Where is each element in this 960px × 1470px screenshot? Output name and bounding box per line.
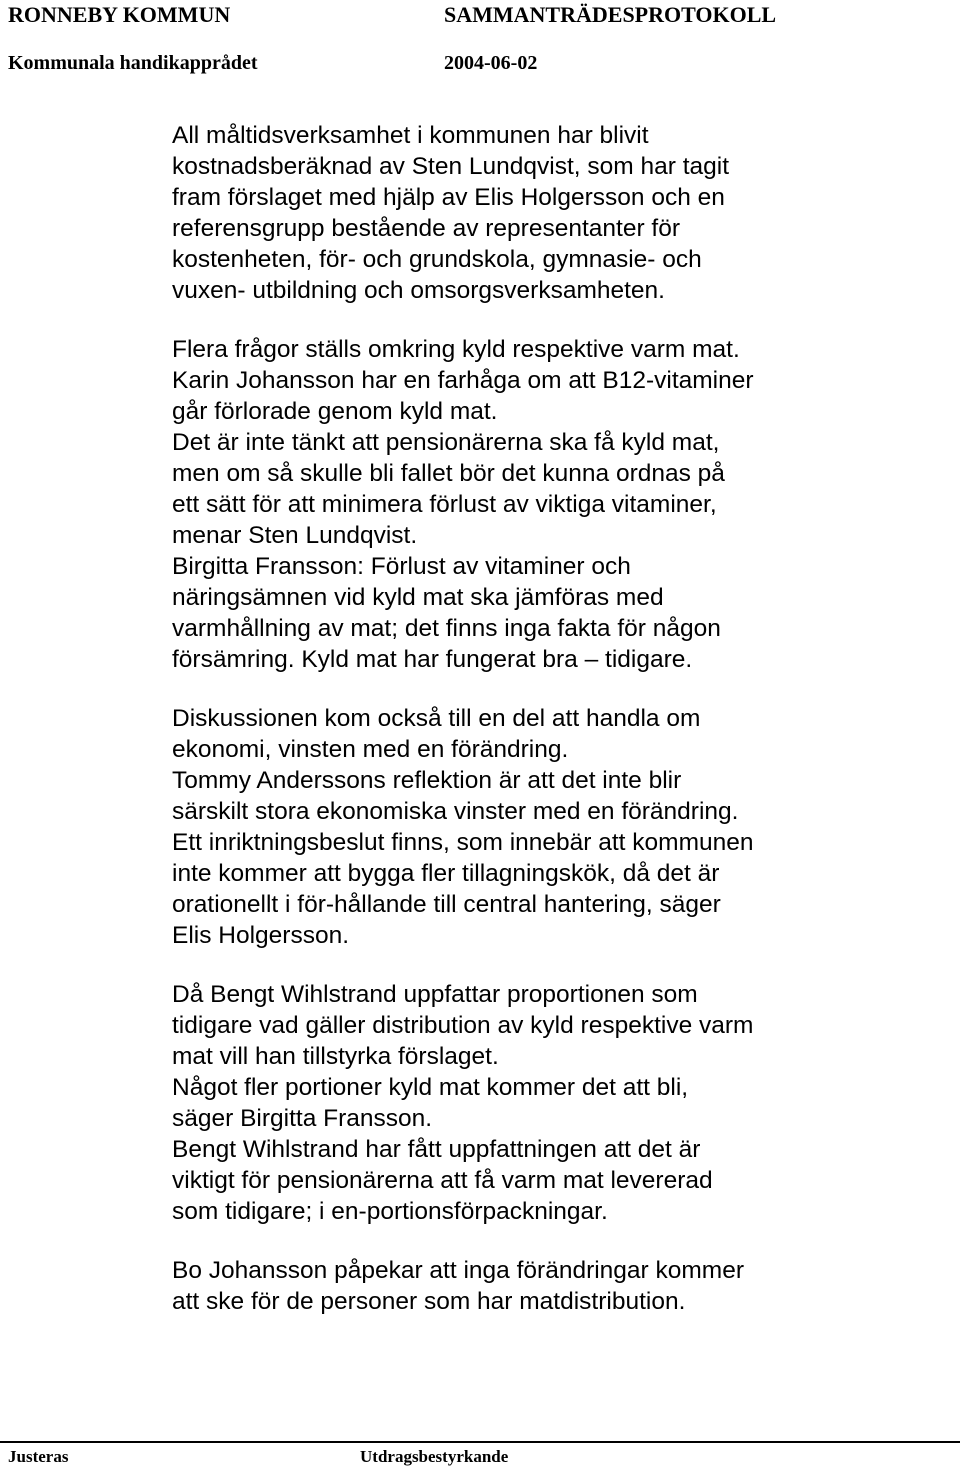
text-line: tidigare vad gäller distribution av kyld respektive varm <box>172 1012 754 1039</box>
text-line: näringsämnen vid kyld mat ska jämföras med <box>172 584 664 611</box>
text-line: referensgrupp bestående av representanter för <box>172 215 681 242</box>
footer-divider <box>0 1441 960 1443</box>
meeting-date: 2004-06-02 <box>444 52 538 74</box>
footer-utdragsbestyrkande: Utdragsbestyrkande <box>360 1447 509 1466</box>
text-line: Det är inte tänkt att pensionärerna ska få kyld mat, <box>172 429 720 456</box>
text-line: fram förslaget med hjälp av Elis Holgersson och en <box>172 184 725 211</box>
text-line: All måltidsverksamhet i kommunen har blivit <box>172 122 649 149</box>
text-line: försämring. Kyld mat har fungerat bra – tidigare. <box>172 646 693 673</box>
text-line: kostenheten, för- och grundskola, gymnasie- och <box>172 246 702 273</box>
text-line: Då Bengt Wihlstrand uppfattar proportionen som <box>172 981 698 1008</box>
text-line: Elis Holgersson. <box>172 922 350 949</box>
text-line: ekonomi, vinsten med en förändring. <box>172 736 569 763</box>
text-line: ett sätt för att minimera förlust av viktiga vitaminer, <box>172 491 717 518</box>
paragraph <box>172 120 872 306</box>
text-line: Ett inriktningsbeslut finns, som innebär att kommunen <box>172 829 754 856</box>
paragraph <box>172 979 872 1227</box>
text-line: Bengt Wihlstrand har fått uppfattningen att det är <box>172 1136 701 1163</box>
text-line: menar Sten Lundqvist. <box>172 522 418 549</box>
text-line: varmhållning av mat; det finns inga fakta för någon <box>172 615 721 642</box>
text-line: inte kommer att bygga fler tillagningskök, då det är <box>172 860 720 887</box>
text-line: Något fler portioner kyld mat kommer det att bli, <box>172 1074 689 1101</box>
text-line: kostnadsberäknad av Sten Lundqvist, som har tagit <box>172 153 730 180</box>
paragraph <box>172 334 872 675</box>
text-line: orationellt i för-hållande till central hantering, säger <box>172 891 721 918</box>
text-line: Flera frågor ställs omkring kyld respektive varm mat. <box>172 336 740 363</box>
footer-justeras: Justeras <box>8 1447 69 1466</box>
minutes-body <box>172 120 872 1317</box>
paragraph <box>172 703 872 951</box>
text-line: men om så skulle bli fallet bör det kunna ordnas på <box>172 460 725 487</box>
text-line: mat vill han tillstyrka förslaget. <box>172 1043 499 1070</box>
text-line: särskilt stora ekonomiska vinster med en förändring. <box>172 798 739 825</box>
text-line: vuxen- utbildning och omsorgsverksamheten. <box>172 277 665 304</box>
text-line: Bo Johansson påpekar att inga förändringar kommer <box>172 1257 744 1284</box>
text-line: säger Birgitta Fransson. <box>172 1105 433 1132</box>
paragraph <box>172 1255 872 1317</box>
document-type: SAMMANTRÄDESPROTOKOLL <box>444 2 777 27</box>
text-line: som tidigare; i en-portionsförpackningar. <box>172 1198 608 1225</box>
text-line: Tommy Anderssons reflektion är att det inte blir <box>172 767 682 794</box>
org-name: RONNEBY KOMMUN <box>8 2 231 27</box>
text-line: Karin Johansson har en farhåga om att B12-vitaminer <box>172 367 754 394</box>
committee-name: Kommunala handikapprådet <box>8 52 258 74</box>
text-line: viktigt för pensionärerna att få varm mat levererad <box>172 1167 713 1194</box>
text-line: Birgitta Fransson: Förlust av vitaminer och <box>172 553 631 580</box>
text-line: att ske för de personer som har matdistribution. <box>172 1288 686 1315</box>
text-line: Diskussionen kom också till en del att handla om <box>172 705 701 732</box>
text-line: går förlorade genom kyld mat. <box>172 398 498 425</box>
